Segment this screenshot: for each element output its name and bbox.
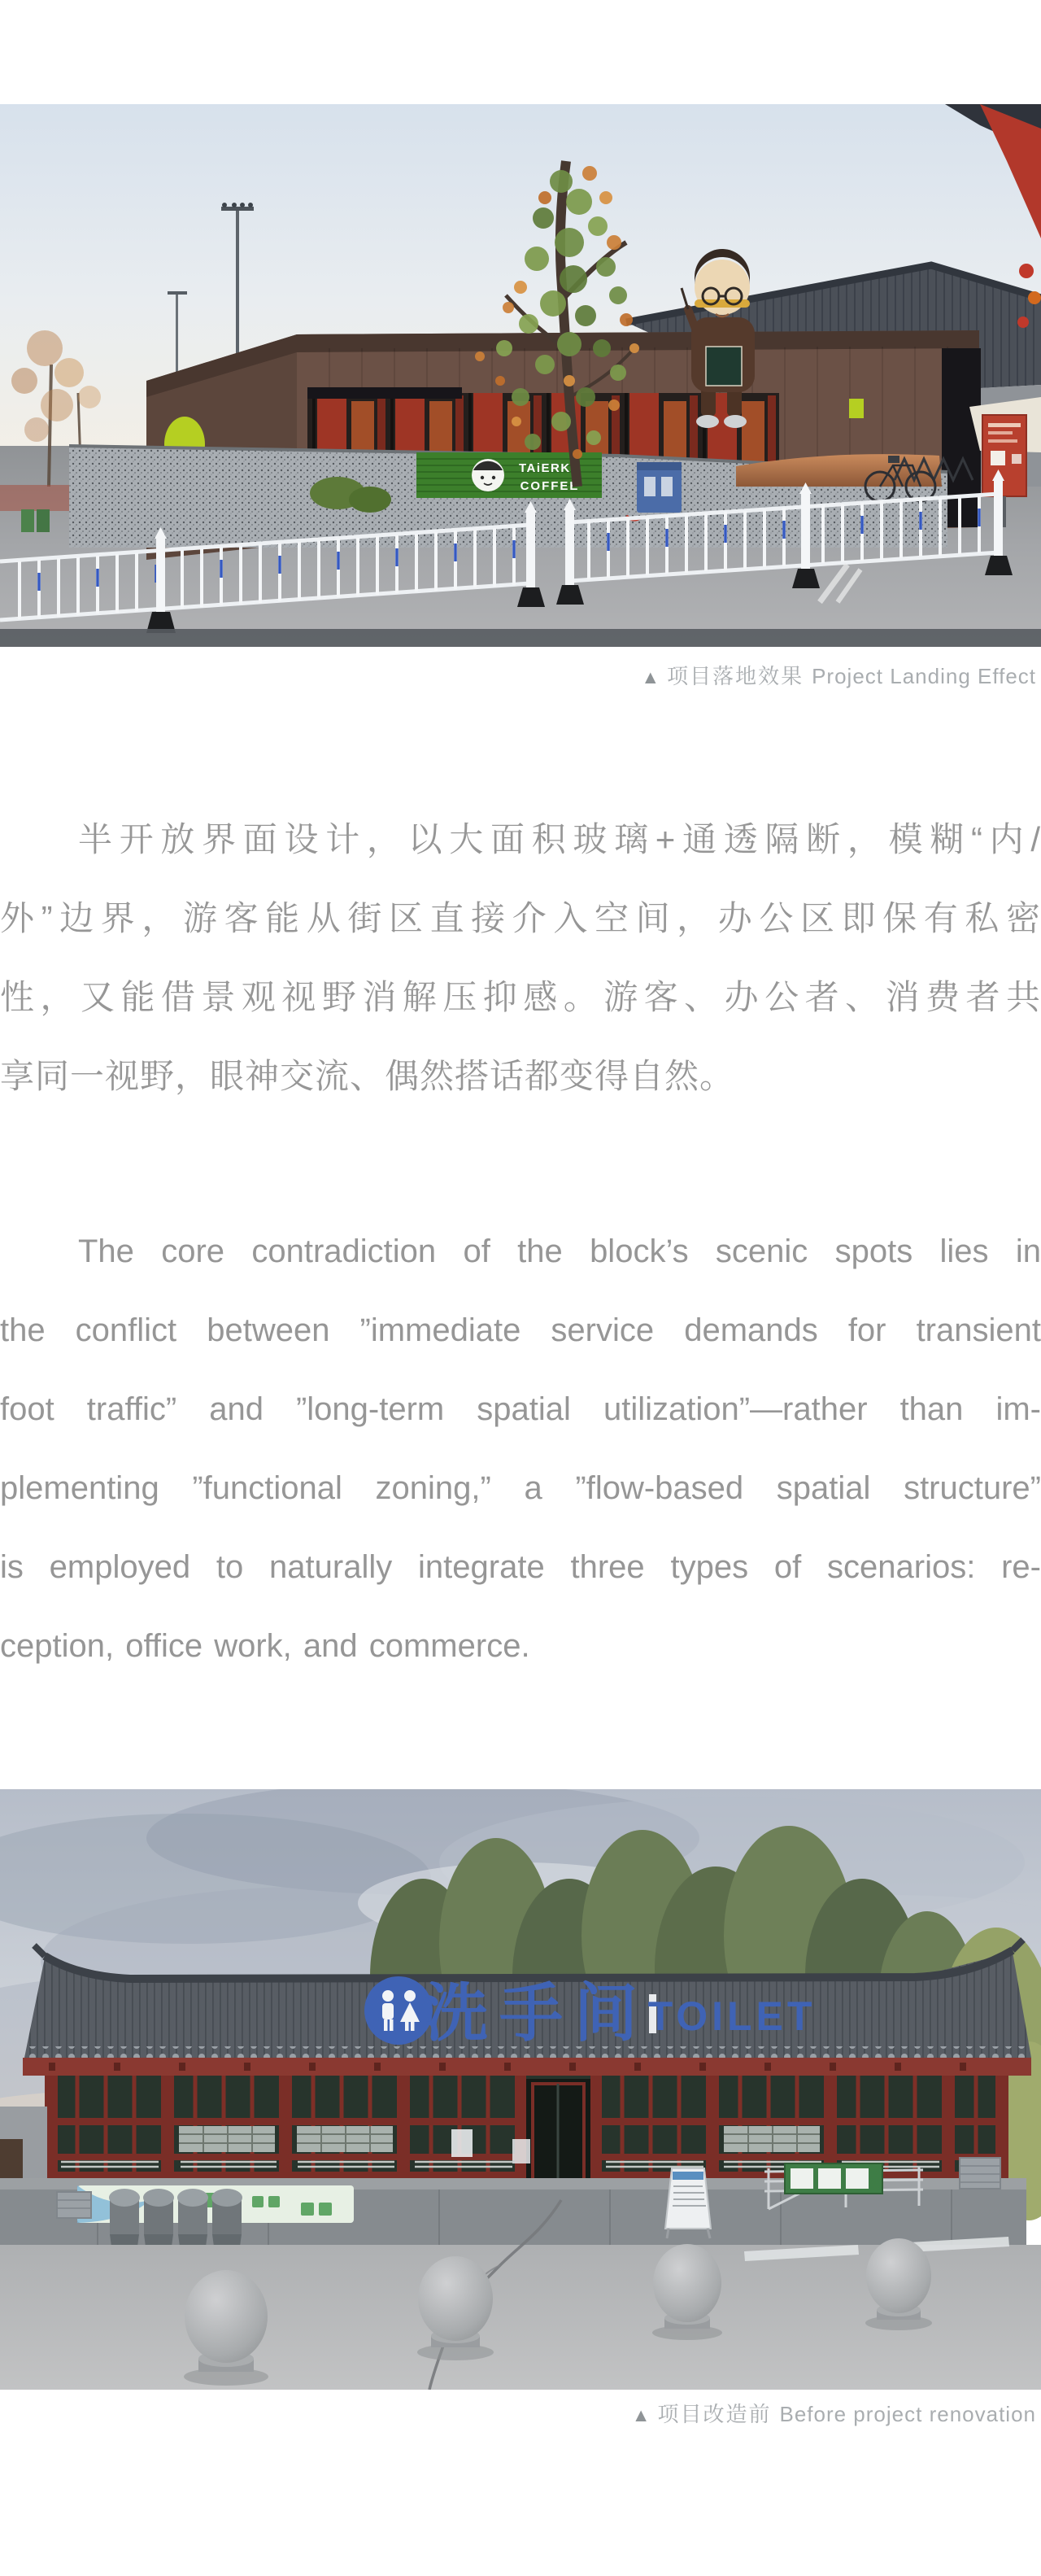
- en-line-3: foot traffic” and ”long-term spatial utilization”—rather than im-: [0, 1391, 1041, 1427]
- photo1-image: [0, 104, 1041, 647]
- en-line-2: the conflict between ”immediate service demands for transient: [0, 1312, 1041, 1348]
- a-frame-sign: [665, 2168, 711, 2238]
- red-fascia: [23, 2058, 1031, 2076]
- en-line-1: The core contradiction of the block’s scenic spots lies in: [78, 1233, 1041, 1269]
- wall-poster: [512, 2139, 530, 2163]
- coffee-brand-line2: COFFEE: [520, 479, 580, 493]
- photo1-caption-zh: 项目落地效果: [667, 664, 804, 688]
- awning: [307, 387, 462, 399]
- en-line-5: is employed to naturally integrate three types of scenarios: re-: [0, 1549, 1041, 1585]
- caption-triangle-icon: ▲: [631, 2404, 651, 2425]
- paragraph-chinese: [0, 800, 1041, 1116]
- en-line-4: plementing ”functional zoning,” a ”flow-based spatial structure”: [0, 1470, 1041, 1506]
- en-line-6: ception, office work, and commerce.: [0, 1628, 530, 1664]
- coffee-brand-line1: TAiERKA: [518, 461, 581, 475]
- photo2-image: [0, 1789, 1041, 2390]
- zh-line-4: 享同一视野，眼神交流、偶然搭话都变得自然。: [0, 1057, 735, 1095]
- zh-line-1: 半开放界面设计，以大面积玻璃+通透隔断，模糊“内/: [78, 820, 1041, 858]
- photo-bottom-shadow: [0, 629, 1041, 647]
- photo2-caption: [0, 2398, 1041, 2431]
- zh-line-2: 外”边界，游客能从街区直接介入空间，办公区即保有私密: [0, 899, 1041, 937]
- photo1-caption-en: Project Landing Effect: [812, 664, 1036, 688]
- paragraph-english: [0, 1212, 1041, 1686]
- photo-project-landing-effect: [0, 104, 1041, 647]
- photo2-caption-zh: 项目改造前: [657, 2402, 772, 2426]
- green-notice-board: [785, 2163, 882, 2194]
- restroom-icon: [364, 1976, 433, 2045]
- wall-poster: [451, 2129, 473, 2157]
- photo1-caption: [0, 660, 1041, 693]
- photo2-caption-en: Before project renovation: [779, 2402, 1036, 2426]
- zh-line-3: 性，又能借景观视野消解压抑感。游客、办公者、消费者共: [0, 978, 1041, 1016]
- toilet-sign-zh: 洗手间: [424, 1977, 650, 2049]
- lime-menu-sign: [849, 399, 864, 418]
- caption-triangle-icon: ▲: [641, 666, 661, 688]
- photo-before-renovation: [0, 1789, 1041, 2390]
- toilet-sign-en: TOILET: [647, 1993, 817, 2039]
